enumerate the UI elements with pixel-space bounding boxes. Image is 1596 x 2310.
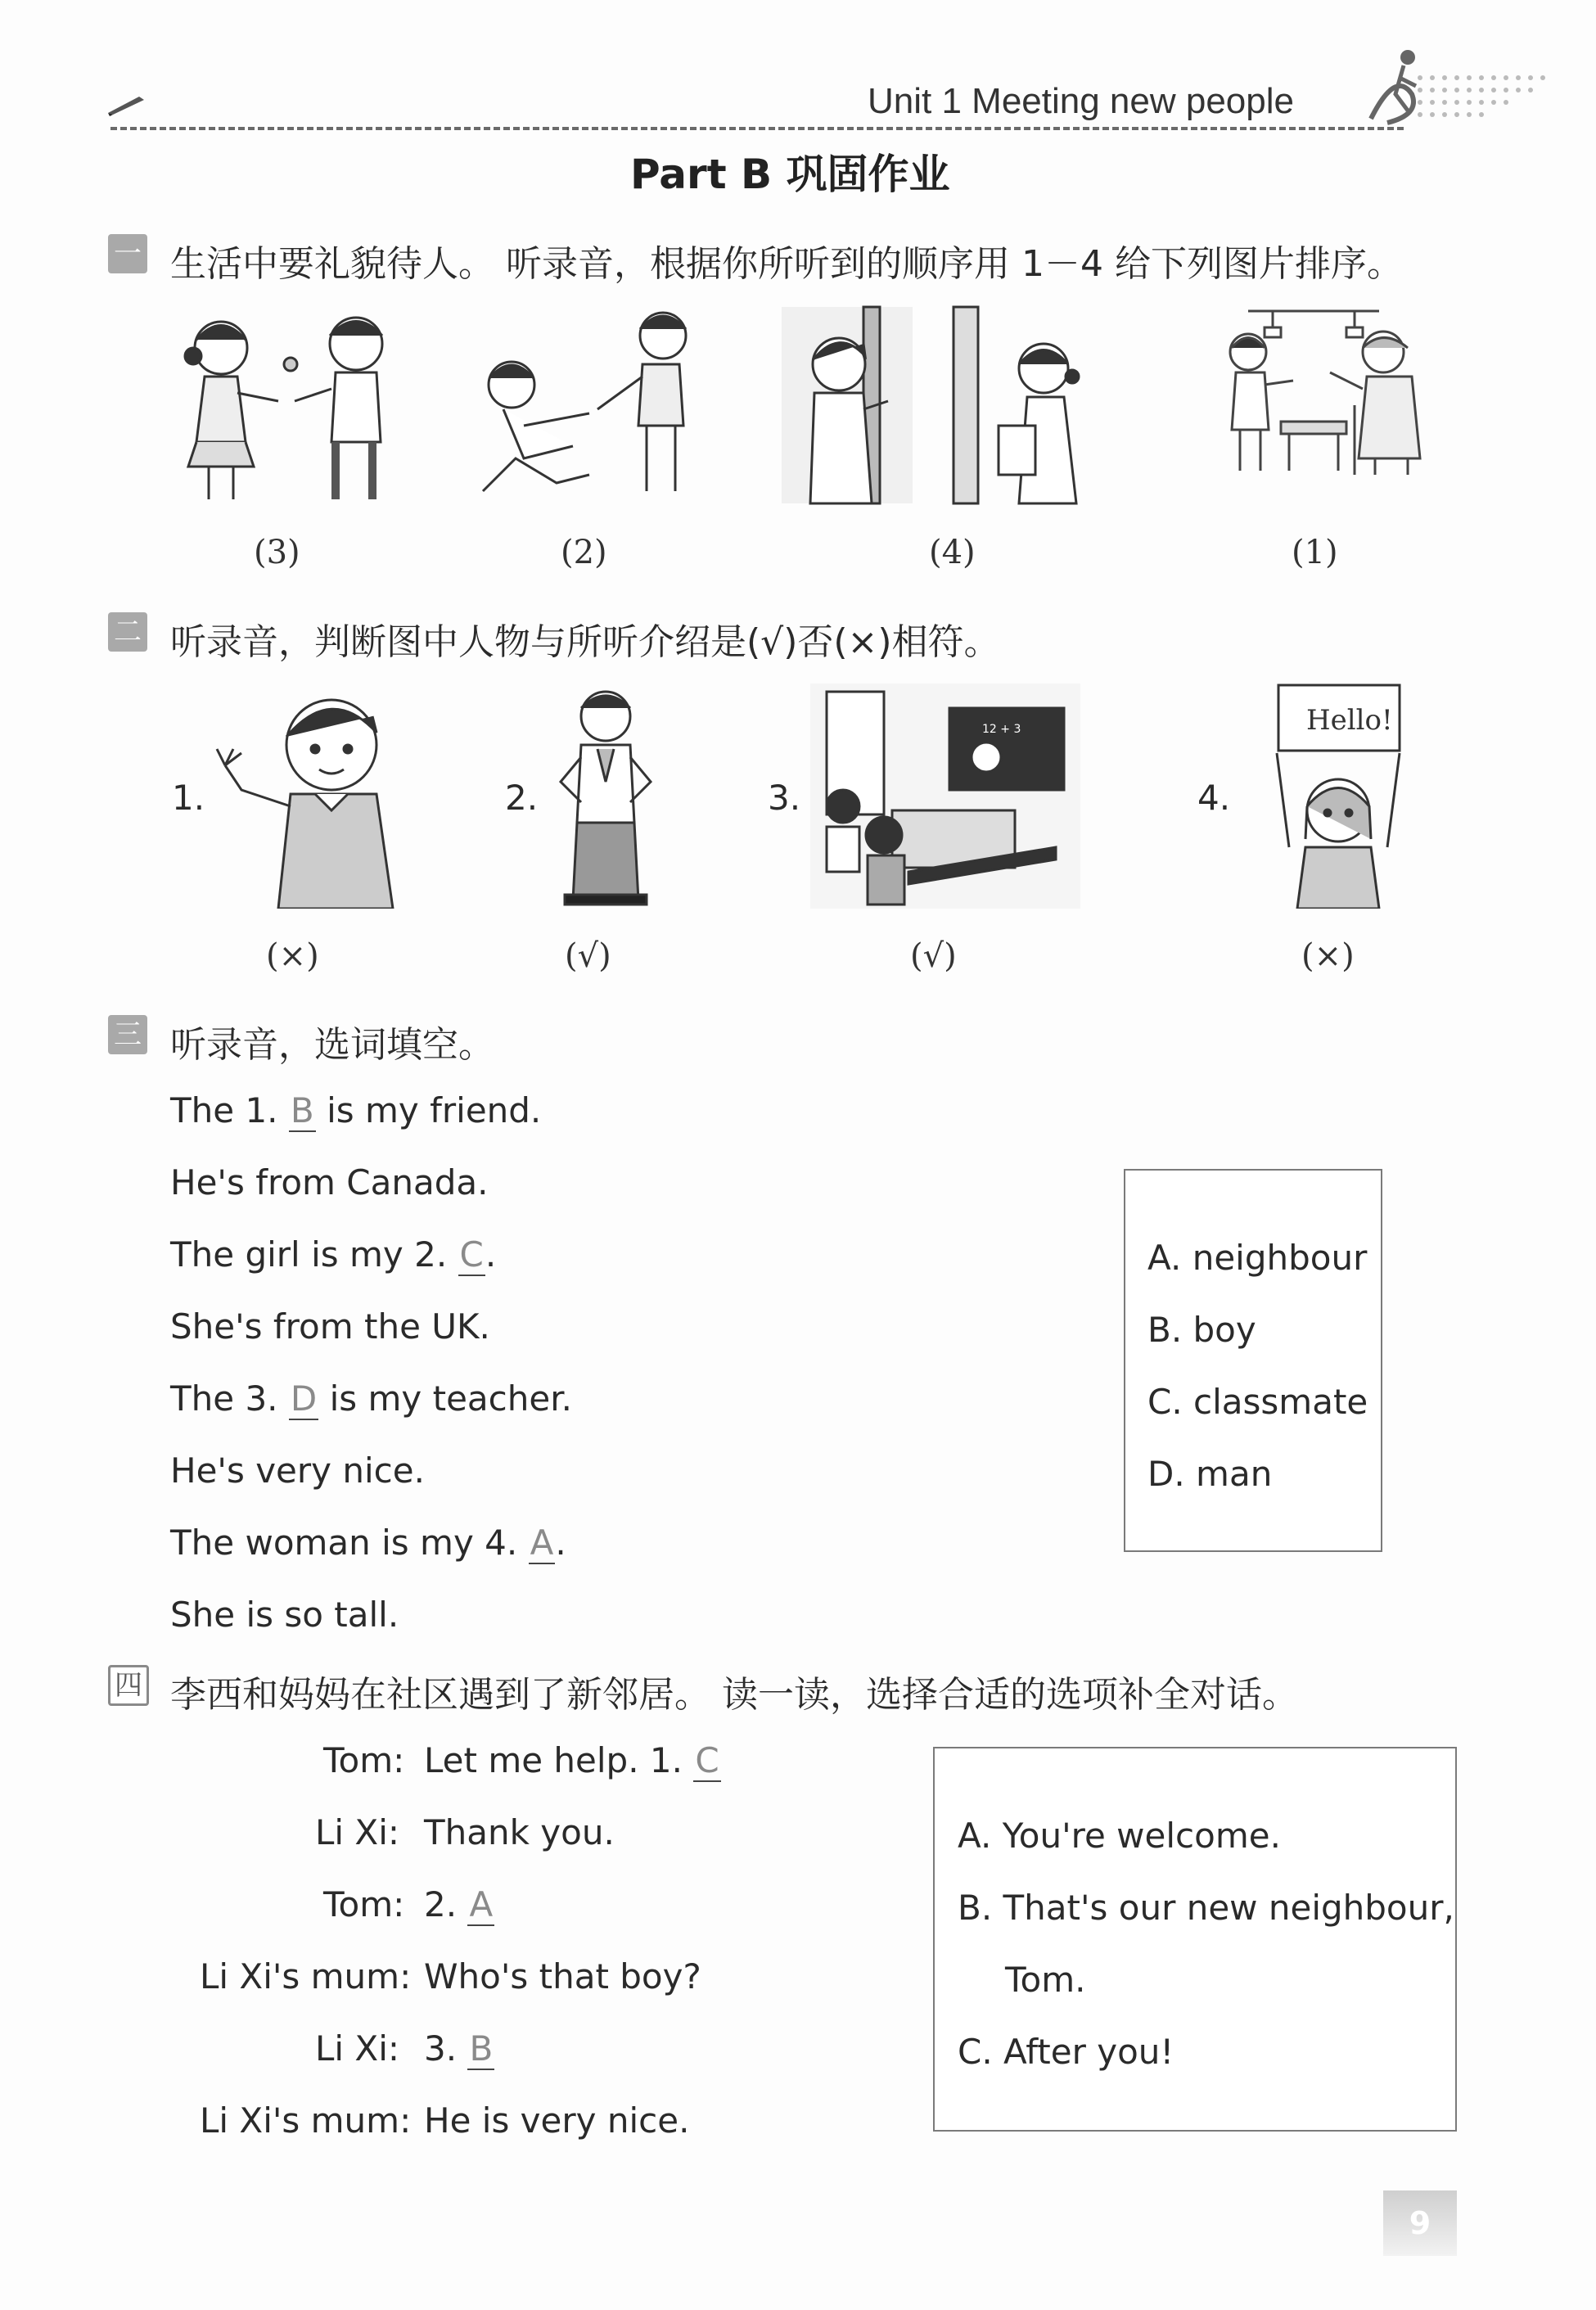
section2-picture-boy [209,684,405,909]
section4-answer-2: A [469,1884,494,1924]
section1-picture-4 [1215,307,1453,487]
section3-options-box [1124,1169,1382,1552]
section2-number-3: 3. [768,778,801,818]
section1-picture-1 [164,303,409,508]
section3-option-c: C. classmate [1147,1382,1368,1422]
dialog-line-4: Who's that boy? [424,1956,701,1996]
svg-text:12 + 3: 12 + 3 [982,723,1021,736]
section3-option-a: A. neighbour [1147,1238,1368,1278]
section3-instruction: 听录音，选词填空。 [170,1024,494,1066]
section3-badge: 三 [108,1015,147,1054]
section4-option-b: B. That's our new neighbour, [958,1888,1454,1928]
section2-instruction: 听录音，判断图中人物与所听介绍是(√)否(×)相符。 [170,621,1000,663]
section1-picture-2 [467,303,712,508]
section4-answer-3: B [469,2028,494,2069]
section3-answer-2: C [459,1234,484,1275]
section3-answer-3: D [290,1378,318,1419]
unit-title: Unit 1 Meeting new people [868,81,1294,121]
section4-options-box [933,1747,1457,2132]
section3-line-2: He's from Canada. [170,1162,489,1202]
part-title: Part B 巩固作业 [630,151,950,198]
section3-line-1: The 1. B is my friend. [170,1090,542,1130]
dialog-line-3: 2. A [424,1884,494,1924]
pencil-icon [106,92,147,116]
section1-answer-3: (4) [929,534,976,571]
section4-badge: 四 [108,1665,149,1706]
section1-answer-4: (1) [1292,534,1338,571]
section2-number-1: 1. [172,778,205,818]
section2-answer-3: (√) [910,937,957,975]
section2-answer-1: (×) [266,937,319,975]
section2-number-2: 2. [505,778,539,818]
section1-answer-2: (2) [561,534,607,571]
section2-number-4: 4. [1197,778,1231,818]
section4-option-c: C. After you! [958,2032,1174,2072]
dialog-line-6: He is very nice. [424,2100,690,2141]
dialog-line-2: Thank you. [424,1812,615,1852]
section3-option-b: B. boy [1147,1310,1256,1350]
header-dashed-line [110,127,1404,130]
section2-badge: 二 [108,612,147,652]
section3-line-5: The 3. D is my teacher. [170,1378,572,1419]
section3-line-6: He's very nice. [170,1451,425,1491]
section2-answer-4: (×) [1301,937,1355,975]
section3-answer-4: A [530,1523,554,1563]
section2-picture-classroom [810,684,1080,909]
dialog-speaker-5: Li Xi: [315,2028,400,2069]
dialog-line-1: Let me help. 1. C [424,1740,719,1780]
section3-line-3: The girl is my 2. C. [170,1234,497,1275]
section3-answer-1: B [290,1090,314,1130]
page-number-badge [1383,2190,1457,2256]
page-number: 9 [1409,2205,1431,2241]
dialog-speaker-2: Li Xi: [315,1812,400,1852]
runner-logo-icon [1363,45,1584,143]
section3-line-7: The woman is my 4. A. [170,1523,566,1563]
dialog-speaker-6: Li Xi's mum: [200,2100,412,2141]
section1-badge: 一 [108,234,147,273]
dialog-speaker-4: Li Xi's mum: [200,1956,412,1996]
section3-option-d: D. man [1147,1454,1273,1494]
section3-line-4: She's from the UK. [170,1306,490,1347]
hello-sign-text: Hello! [1306,704,1393,737]
section3-line-8: She is so tall. [170,1595,399,1635]
dialog-line-5: 3. B [424,2028,494,2069]
section4-option-b-cont: Tom. [1005,1960,1086,2000]
section2-picture-man [548,684,663,909]
dialog-speaker-3: Tom: [323,1884,405,1924]
dialog-speaker-1: Tom: [323,1740,405,1780]
section2-answer-2: (√) [565,937,611,975]
section4-answer-1: C [695,1740,719,1780]
section1-answer-1: (3) [254,534,300,571]
section1-picture-3 [782,303,1109,508]
section4-option-a: A. You're welcome. [958,1816,1281,1856]
section4-instruction: 李西和妈妈在社区遇到了新邻居。 读一读，选择合适的选项补全对话。 [170,1674,1298,1716]
section1-instruction: 生活中要礼貌待人。 听录音，根据你所听到的顺序用 1－4 给下列图片排序。 [170,243,1403,285]
